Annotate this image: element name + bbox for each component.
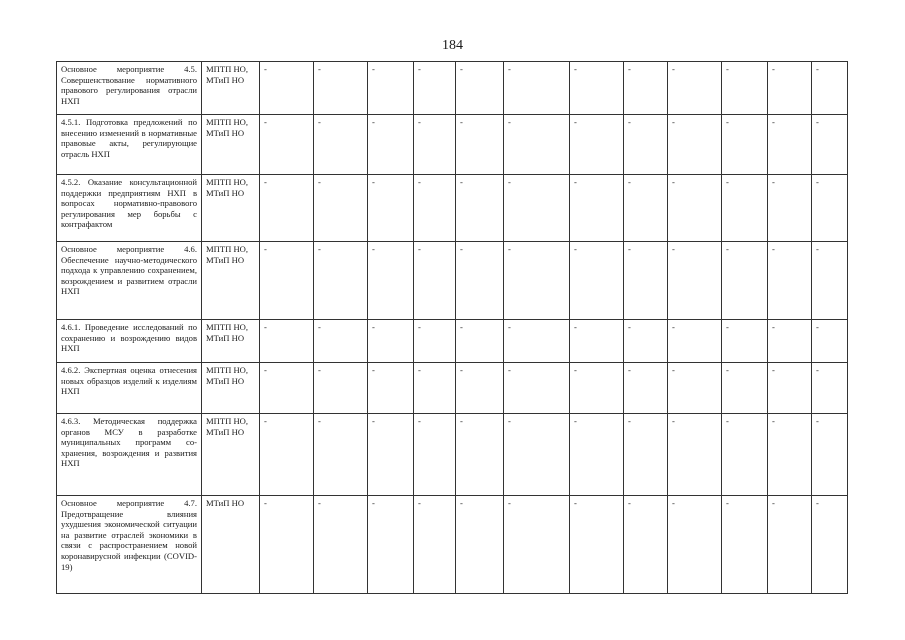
table-row (57, 175, 848, 242)
value-cell: - (368, 175, 414, 242)
value-cell: - (812, 242, 848, 320)
value-cell: - (314, 242, 368, 320)
value-cell: - (368, 62, 414, 115)
table-row (57, 496, 848, 594)
value-cell: - (260, 496, 314, 594)
value-cell: - (768, 242, 812, 320)
value-cell: - (624, 414, 668, 496)
table-row (57, 414, 848, 496)
value-cell: - (668, 496, 722, 594)
program-activities-table (56, 61, 848, 594)
value-cell: - (368, 496, 414, 594)
value-cell: - (768, 175, 812, 242)
value-cell: - (768, 414, 812, 496)
value-cell: - (414, 115, 456, 175)
value-cell: - (456, 175, 504, 242)
executor-cell: МПТП НО, МТиП НО (202, 414, 260, 496)
value-cell: - (668, 414, 722, 496)
value-cell: - (504, 320, 570, 363)
value-cell: - (812, 363, 848, 414)
value-cell: - (812, 320, 848, 363)
value-cell: - (414, 320, 456, 363)
value-cell: - (624, 496, 668, 594)
value-cell: - (260, 363, 314, 414)
value-cell: - (314, 414, 368, 496)
value-cell: - (314, 320, 368, 363)
value-cell: - (260, 62, 314, 115)
activity-name-cell: Основное мероприятие 4.5. Совершенствование нормативного правового регулирования отрасли НХП (57, 62, 202, 115)
value-cell: - (624, 175, 668, 242)
value-cell: - (812, 175, 848, 242)
value-cell: - (314, 115, 368, 175)
value-cell: - (624, 242, 668, 320)
executor-cell: МПТП НО, МТиП НО (202, 242, 260, 320)
activity-name-cell: 4.6.1. Проведение исследований по сохранению и возрождению видов НХП (57, 320, 202, 363)
page-number: 184 (442, 38, 463, 53)
value-cell: - (668, 62, 722, 115)
value-cell: - (722, 414, 768, 496)
value-cell: - (768, 115, 812, 175)
value-cell: - (504, 496, 570, 594)
activity-name-cell: 4.5.2. Оказание консультационной поддержки предприятиям НХП в вопросах нормативно-правового регулирования мер борьбы с контрафактом (57, 175, 202, 242)
table-row (57, 363, 848, 414)
value-cell: - (456, 414, 504, 496)
value-cell: - (570, 363, 624, 414)
value-cell: - (260, 242, 314, 320)
value-cell: - (368, 363, 414, 414)
value-cell: - (414, 242, 456, 320)
value-cell: - (722, 320, 768, 363)
executor-cell: МПТП НО, МТиП НО (202, 363, 260, 414)
value-cell: - (668, 175, 722, 242)
value-cell: - (570, 115, 624, 175)
value-cell: - (812, 115, 848, 175)
value-cell: - (570, 496, 624, 594)
value-cell: - (768, 62, 812, 115)
table-row (57, 115, 848, 175)
value-cell: - (504, 242, 570, 320)
value-cell: - (504, 62, 570, 115)
value-cell: - (624, 363, 668, 414)
value-cell: - (456, 363, 504, 414)
table-row (57, 242, 848, 320)
value-cell: - (668, 363, 722, 414)
value-cell: - (624, 115, 668, 175)
value-cell: - (768, 363, 812, 414)
value-cell: - (456, 62, 504, 115)
value-cell: - (722, 363, 768, 414)
value-cell: - (722, 115, 768, 175)
activity-name-cell: Основное мероприятие 4.6. Обеспечение научно-методического подхода к управлению сохранением, возрождением и развитием отрасли НХП (57, 242, 202, 320)
table-row (57, 320, 848, 363)
value-cell: - (722, 62, 768, 115)
value-cell: - (624, 320, 668, 363)
executor-cell: МПТП НО, МТиП НО (202, 175, 260, 242)
value-cell: - (768, 496, 812, 594)
value-cell: - (368, 242, 414, 320)
executor-cell: МПТП НО, МТиП НО (202, 115, 260, 175)
activity-name-cell: Основное мероприятие 4.7. Предотвращение влияния ухудшения экономической ситуации на развитие отраслей экономики в связи с распространением новой коронавирусной инфекции (COVID-19) (57, 496, 202, 594)
executor-cell: МТиП НО (202, 496, 260, 594)
value-cell: - (456, 115, 504, 175)
activity-name-cell: 4.6.2. Экспертная оценка отнесения новых образцов изделий к изделиям НХП (57, 363, 202, 414)
value-cell: - (414, 414, 456, 496)
value-cell: - (668, 115, 722, 175)
value-cell: - (314, 62, 368, 115)
activity-name-cell: 4.6.3. Методическая поддержка органов МСУ в разработке муниципальных программ сохранения, возрождения и развития НХП (57, 414, 202, 496)
value-cell: - (260, 320, 314, 363)
value-cell: - (504, 414, 570, 496)
value-cell: - (260, 175, 314, 242)
value-cell: - (570, 62, 624, 115)
value-cell: - (570, 175, 624, 242)
value-cell: - (504, 175, 570, 242)
value-cell: - (368, 115, 414, 175)
value-cell: - (260, 414, 314, 496)
activity-name-cell: 4.5.1. Подготовка предложений по внесению изменений в нормативные правовые акты, регулирующие отрасль НХП (57, 115, 202, 175)
value-cell: - (456, 242, 504, 320)
value-cell: - (368, 414, 414, 496)
value-cell: - (314, 175, 368, 242)
value-cell: - (624, 62, 668, 115)
value-cell: - (722, 175, 768, 242)
value-cell: - (812, 62, 848, 115)
value-cell: - (722, 242, 768, 320)
value-cell: - (570, 414, 624, 496)
value-cell: - (570, 242, 624, 320)
value-cell: - (414, 363, 456, 414)
value-cell: - (504, 115, 570, 175)
value-cell: - (768, 320, 812, 363)
executor-cell: МПТП НО, МТиП НО (202, 320, 260, 363)
value-cell: - (668, 320, 722, 363)
value-cell: - (368, 320, 414, 363)
value-cell: - (414, 175, 456, 242)
value-cell: - (414, 496, 456, 594)
executor-cell: МПТП НО, МТиП НО (202, 62, 260, 115)
value-cell: - (812, 496, 848, 594)
value-cell: - (314, 363, 368, 414)
value-cell: - (812, 414, 848, 496)
value-cell: - (722, 496, 768, 594)
value-cell: - (668, 242, 722, 320)
value-cell: - (414, 62, 456, 115)
value-cell: - (456, 320, 504, 363)
table-row (57, 62, 848, 115)
value-cell: - (456, 496, 504, 594)
value-cell: - (570, 320, 624, 363)
value-cell: - (260, 115, 314, 175)
value-cell: - (314, 496, 368, 594)
value-cell: - (504, 363, 570, 414)
